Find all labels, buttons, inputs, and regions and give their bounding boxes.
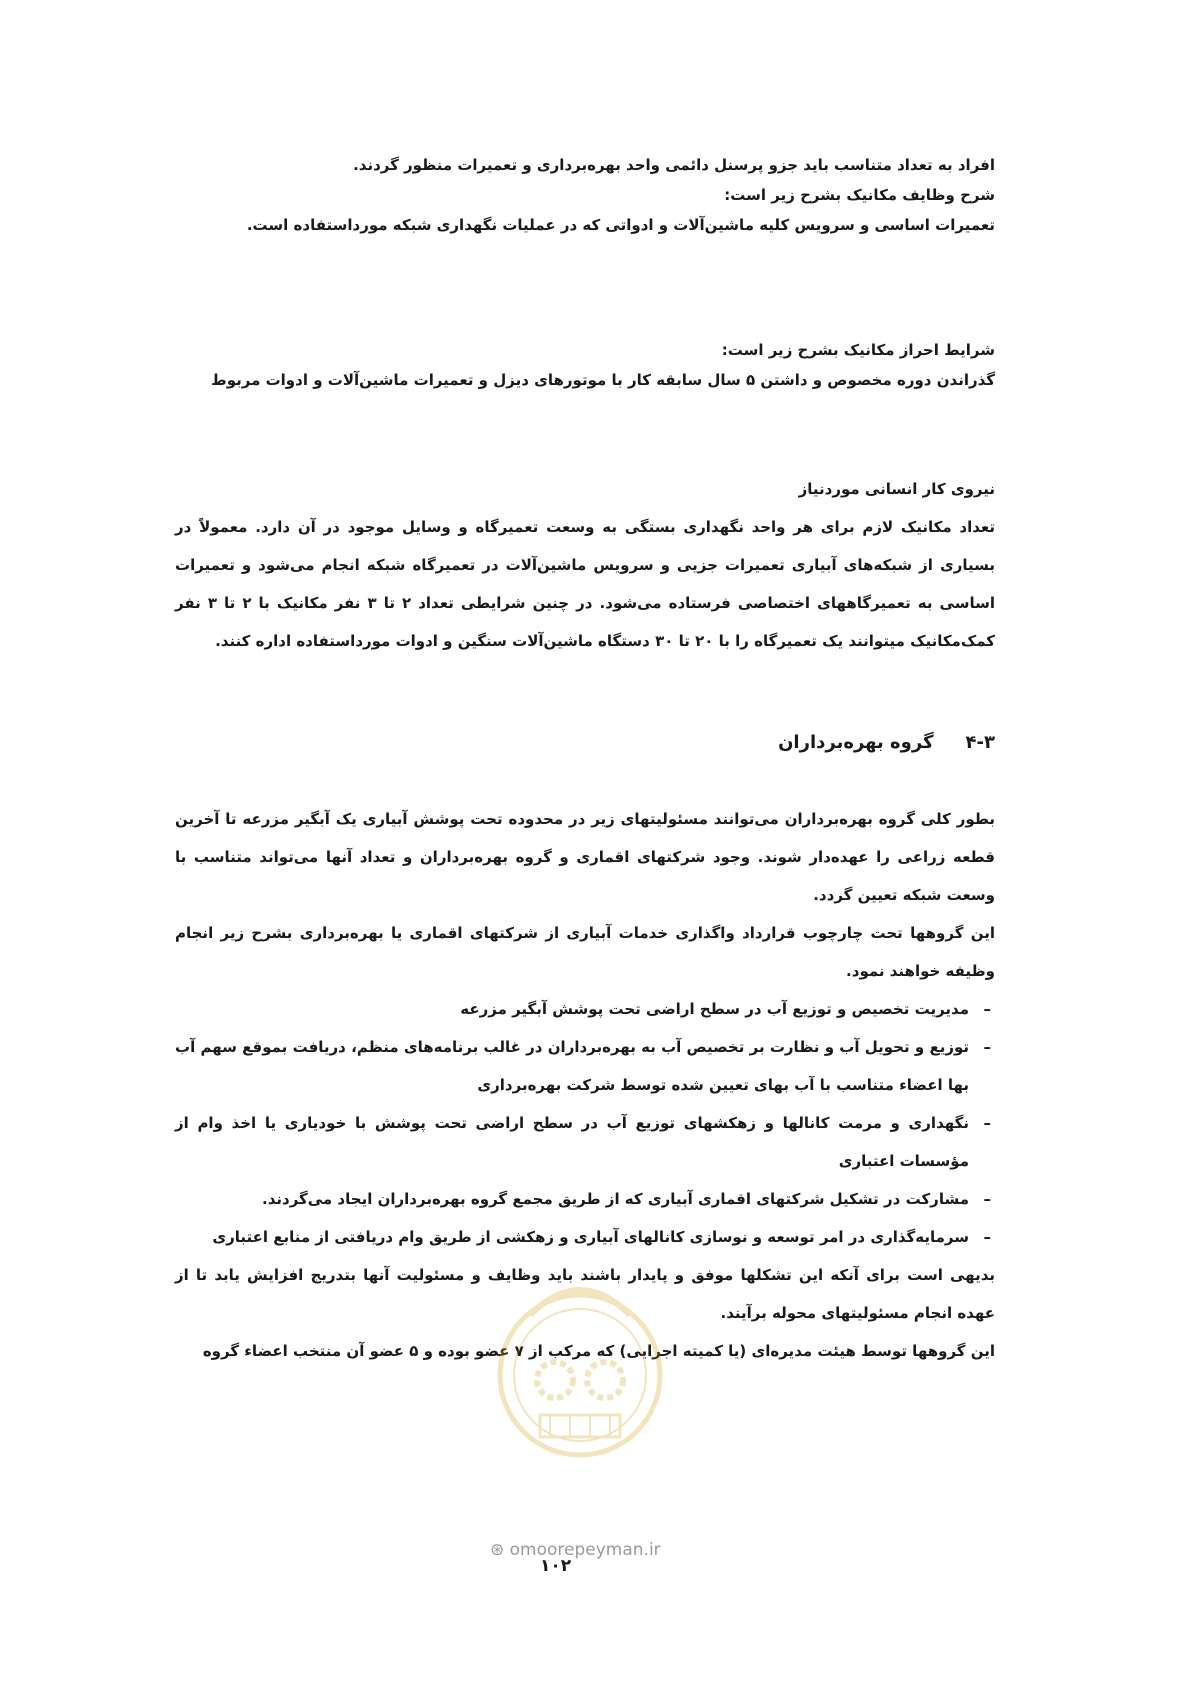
text-line: افراد به تعداد متناسب باید جزو پرسنل دائمی واحد بهره‌برداری و تعمیرات منظور گردند. bbox=[353, 156, 995, 174]
watermark-symbol-icon: ⊛ bbox=[490, 1540, 505, 1560]
list-item bbox=[175, 1104, 995, 1180]
text-line: تعمیرات اساسی و سرویس کلیه ماشین‌آلات و ادواتی که در عملیات نگهداری شبکه مورداستفاده است. bbox=[246, 216, 995, 234]
mechanic-requirements-block bbox=[175, 335, 995, 395]
bullet-dash: – bbox=[983, 1038, 991, 1056]
list-item bbox=[175, 1218, 995, 1256]
watermark-logo-icon bbox=[485, 1255, 675, 1485]
list-item-text: سرمایه‌گذاری در امر توسعه و نوسازی کانالهای آبیاری و زهکشی از طریق وام دریافتی از منابع اعتباری bbox=[212, 1228, 969, 1246]
section-title: گروه بهره‌برداران bbox=[778, 732, 934, 753]
list-item bbox=[175, 1028, 995, 1104]
text-line: گذراندن دوره مخصوص و داشتن ۵ سال سابقه کار با موتورهای دیزل و تعمیرات ماشین‌آلات و ادوات مربوط bbox=[211, 371, 995, 389]
manpower-title: نیروی کار انسانی موردنیاز bbox=[798, 480, 995, 498]
bullet-dash: – bbox=[983, 1000, 991, 1018]
list-item-text: نگهداری و مرمت کانالها و زهکشهای توزیع آب در سطح اراضی تحت پوشش با خودیاری یا اخذ وام از مؤسسات اعتباری bbox=[175, 1114, 969, 1170]
bullet-dash: – bbox=[983, 1228, 991, 1246]
section-number: ۴-۳ bbox=[965, 732, 995, 753]
list-item-text: مدیریت تخصیص و توزیع آب در سطح اراضی تحت پوشش آبگیر مزرعه bbox=[460, 1000, 969, 1018]
list-item-text: مشارکت در تشکیل شرکتهای اقماری آبیاری که از طریق مجمع گروه بهره‌برداران ایجاد می‌گردند. bbox=[262, 1190, 969, 1208]
mechanic-duties-block bbox=[175, 150, 995, 240]
text-line: شرایط احراز مکانیک بشرح زیر است: bbox=[721, 341, 995, 359]
paragraph: این گروهها تحت چارچوب قرارداد واگذاری خدمات آبیاری از شرکتهای اقماری یا بهره‌برداری بشرح زیر انجام وظیفه خواهند نمود. bbox=[175, 924, 995, 980]
bullet-dash: – bbox=[983, 1114, 991, 1132]
manpower-block bbox=[175, 470, 995, 660]
list-item-text: توزیع و تحویل آب و نظارت بر تخصیص آب به بهره‌برداران در غالب برنامه‌های منظم، دریافت بموقع سهم آب بها اعضاء متناسب با آب بهای تعیین شده توسط شرکت بهره‌برداری bbox=[175, 1038, 969, 1094]
paragraph: بطور کلی گروه بهره‌برداران می‌توانند مسئولیتهای زیر در محدوده تحت پوشش آبیاری یک آبگیر مزرعه تا آخرین قطعه زراعی را عهده‌دار شوند. وجود شرکتهای اقماری و گروه بهره‌برداران و تعداد آنها می‌تواند متناسب با وسعت شبکه تعیین گردد. bbox=[175, 810, 995, 904]
manpower-paragraph: تعداد مکانیک لازم برای هر واحد نگهداری بستگی به وسعت تعمیرگاه و وسایل موجود در آن دارد. معمولاً در بسیاری از شبکه‌های آبیاری تعمیرات جزیی و سرویس ماشین‌آلات در تعمیرگاه شبکه انجام می‌شود و تعمیرات اساسی به تعمیرگاههای اختصاصی فرستاده می‌شود. در چنین شرایطی تعداد ۲ تا ۳ نفر مکانیک با ۲ تا ۳ نفر کمک‌مکانیک میتوانند یک تعمیرگاه را با ۲۰ تا ۳۰ دستگاه ماشین‌آلات سنگین و ادوات مورداستفاده اداره کنند. bbox=[175, 518, 996, 650]
section-heading bbox=[778, 732, 995, 753]
page-number: ۱۰۲ bbox=[540, 1556, 572, 1576]
list-item bbox=[175, 990, 995, 1028]
watermark-url-text: omoorepeyman.ir bbox=[509, 1540, 661, 1560]
watermark-url bbox=[490, 1540, 661, 1560]
text-line: شرح وظایف مکانیک بشرح زیر است: bbox=[724, 186, 995, 204]
paragraph: بدیهی است برای آنکه این تشکلها موفق و پایدار باشند باید وظایف و مسئولیت آنها بتدریج افزایش یابد تا از عهده انجام مسئولیتهای محوله برآیند. bbox=[175, 1266, 995, 1322]
list-item bbox=[175, 1180, 995, 1218]
responsibilities-list bbox=[175, 990, 995, 1256]
paragraph: این گروهها توسط هیئت مدیره‌ای (یا کمیته اجرایی) که مرکب از ۷ عضو بوده و ۵ عضو آن منتخب اعضاء گروه bbox=[202, 1342, 995, 1360]
bullet-dash: – bbox=[983, 1190, 991, 1208]
